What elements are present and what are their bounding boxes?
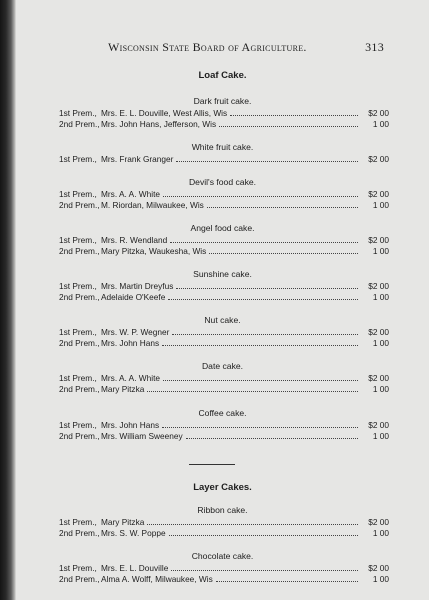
dot-leader (163, 373, 358, 381)
dot-leader (147, 384, 358, 392)
dot-leader (216, 574, 358, 582)
premium-rank: 2nd Prem., (59, 384, 100, 394)
prize-amount: $2 00 (368, 281, 389, 291)
premium-rank: 2nd Prem., (59, 431, 100, 441)
premium-rank: 1st Prem., (59, 108, 97, 118)
award-entry (59, 154, 389, 165)
award-entry (59, 431, 389, 442)
prize-amount: $2 00 (368, 327, 389, 337)
award-entry (59, 235, 389, 246)
prize-amount: $2 00 (368, 517, 389, 527)
winner-name: Mrs. E. L. Douville, West Allis, Wis (101, 108, 228, 118)
premium-rank: 2nd Prem., (59, 292, 100, 302)
award-entry (59, 563, 389, 574)
winner-name: Mary Pitzka, Waukesha, Wis (101, 246, 207, 256)
premium-rank: 1st Prem., (59, 327, 97, 337)
premium-rank: 2nd Prem., (59, 200, 100, 210)
prize-amount: $2 00 (368, 189, 389, 199)
prize-amount: $2 00 (368, 108, 389, 118)
award-entry (59, 108, 389, 119)
dot-leader (170, 235, 358, 243)
winner-name: Mrs. A. A. White (101, 189, 161, 199)
premium-rank: 2nd Prem., (59, 119, 100, 129)
prize-amount: 1 00 (372, 528, 389, 538)
premium-rank: 1st Prem., (59, 373, 97, 383)
award-entry (59, 517, 389, 528)
category-title: White fruit cake. (191, 142, 254, 152)
dot-leader (169, 528, 358, 536)
winner-name: Mrs. S. W. Poppe (101, 528, 166, 538)
winner-name: Mary Pitzka (101, 384, 145, 394)
winner-name: Mrs. W. P. Wegner (101, 327, 170, 337)
category-title: Ribbon cake. (197, 505, 248, 515)
prize-amount: 1 00 (372, 119, 389, 129)
winner-name: Mrs. R. Wendland (101, 235, 168, 245)
winner-name: Mrs. John Hans, Jefferson, Wis (101, 119, 217, 129)
dot-leader (172, 327, 358, 335)
dot-leader (219, 119, 358, 127)
premium-rank: 2nd Prem., (59, 338, 100, 348)
prize-amount: 1 00 (372, 246, 389, 256)
winner-name: Mary Pitzka (101, 517, 145, 527)
dot-leader (207, 200, 358, 208)
category-title: Dark fruit cake. (193, 96, 252, 106)
winner-name: Mrs. John Hans (101, 338, 160, 348)
book-spine-shadow (0, 0, 16, 600)
premium-rank: 1st Prem., (59, 235, 97, 245)
prize-amount: $2 00 (368, 373, 389, 383)
prize-amount: 1 00 (372, 574, 389, 584)
winner-name: Adelaide O'Keefe (101, 292, 166, 302)
winner-name: Mrs. E. L. Douville (101, 563, 169, 573)
prize-amount: $2 00 (368, 235, 389, 245)
prize-amount: $2 00 (368, 154, 389, 164)
premium-rank: 2nd Prem., (59, 246, 100, 256)
award-entry (59, 292, 389, 303)
category-title: Coffee cake. (198, 408, 247, 418)
award-entry (59, 200, 389, 211)
dot-leader (176, 281, 358, 289)
premium-rank: 2nd Prem., (59, 528, 100, 538)
premium-rank: 1st Prem., (59, 563, 97, 573)
page-header (108, 40, 384, 55)
prize-amount: 1 00 (372, 431, 389, 441)
award-entry (59, 528, 389, 539)
winner-name: Mrs. William Sweeney (101, 431, 183, 441)
prize-amount: 1 00 (372, 200, 389, 210)
premium-rank: 1st Prem., (59, 517, 97, 527)
dot-leader (163, 189, 358, 197)
winner-name: Mrs. Frank Granger (101, 154, 174, 164)
premium-rank: 1st Prem., (59, 420, 97, 430)
winner-name: Alma A. Wolff, Milwaukee, Wis (101, 574, 213, 584)
category-title: Chocolate cake. (191, 551, 254, 561)
section-title: Loaf Cake. (198, 70, 247, 81)
premium-rank: 1st Prem., (59, 189, 97, 199)
dot-leader (162, 338, 358, 346)
page-number: 313 (365, 40, 384, 54)
award-entry (59, 327, 389, 338)
winner-name: Mrs. Martin Dreyfus (101, 281, 174, 291)
dot-leader (186, 431, 358, 439)
prize-amount: $2 00 (368, 563, 389, 573)
award-entry (59, 420, 389, 431)
dot-leader (230, 108, 358, 116)
award-entry (59, 119, 389, 130)
running-title: Wisconsin State Board of Agriculture. (108, 40, 307, 54)
document-page (16, 0, 429, 600)
dot-leader (168, 292, 358, 300)
prize-amount: $2 00 (368, 420, 389, 430)
winner-name: Mrs. John Hans (101, 420, 160, 430)
prize-amount: 1 00 (372, 384, 389, 394)
winner-name: M. Riordan, Milwaukee, Wis (101, 200, 204, 210)
award-entry (59, 189, 389, 200)
category-title: Devil's food cake. (188, 177, 257, 187)
award-entry (59, 246, 389, 257)
dot-leader (171, 563, 358, 571)
section-title: Layer Cakes. (193, 482, 252, 493)
dot-leader (147, 517, 358, 525)
premium-rank: 2nd Prem., (59, 574, 100, 584)
premium-rank: 1st Prem., (59, 154, 97, 164)
winner-name: Mrs. A. A. White (101, 373, 161, 383)
section-divider (189, 464, 235, 465)
category-title: Date cake. (201, 361, 244, 371)
award-entry (59, 574, 389, 585)
dot-leader (209, 246, 358, 254)
category-title: Nut cake. (204, 315, 241, 325)
dot-leader (162, 420, 358, 428)
prize-amount: 1 00 (372, 292, 389, 302)
prize-amount: 1 00 (372, 338, 389, 348)
dot-leader (176, 154, 358, 162)
premium-rank: 1st Prem., (59, 281, 97, 291)
category-title: Angel food cake. (190, 223, 255, 233)
award-entry (59, 338, 389, 349)
award-entry (59, 281, 389, 292)
award-entry (59, 373, 389, 384)
category-title: Sunshine cake. (193, 269, 252, 279)
award-entry (59, 384, 389, 395)
